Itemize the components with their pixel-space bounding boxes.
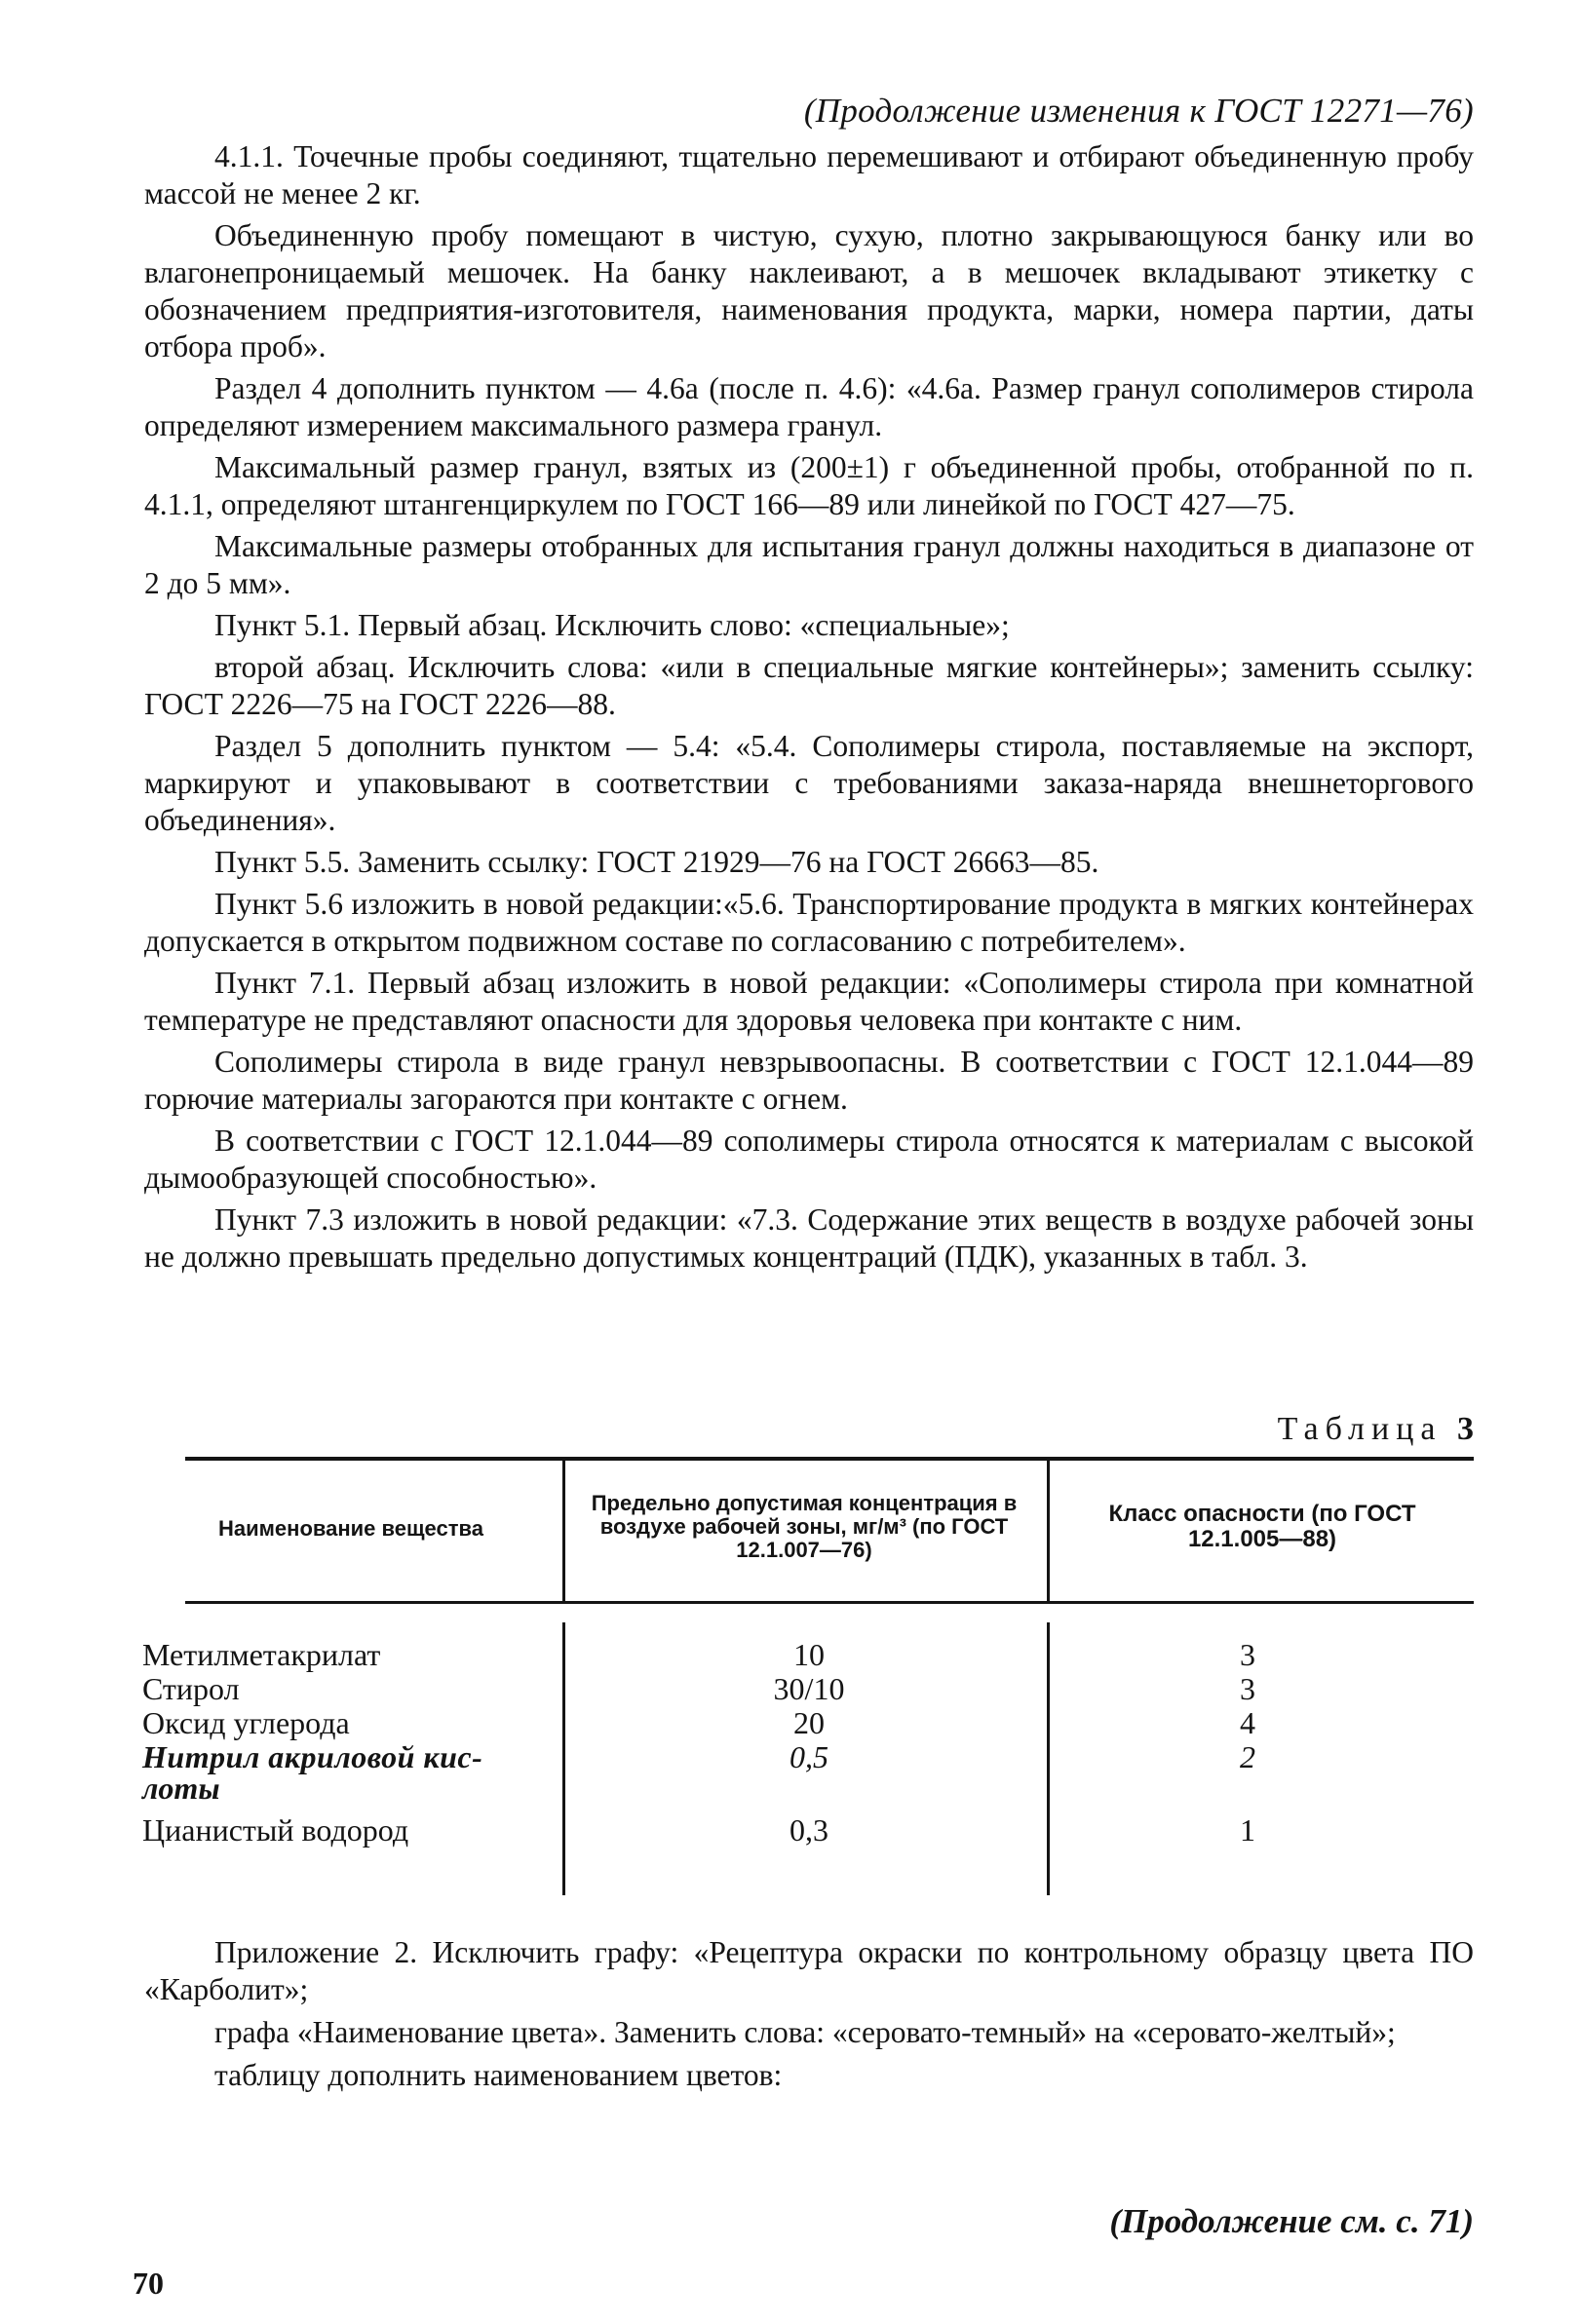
substance-class: 2 <box>1240 1739 1255 1774</box>
paragraph: 4.1.1. Точечные пробы соединяют, тщательно перемешивают и отбирают объединенную пробу массой не менее 2 кг. <box>144 139 1474 210</box>
appendix-text <box>144 1934 1474 2100</box>
table-header-pdk: Предельно допустимая концентрация в воздухе рабочей зоны, мг/м³ (по ГОСТ 12.1.007—76) <box>591 1491 1018 1562</box>
continuation-header: (Продолжение изменения к ГОСТ 12271—76) <box>803 92 1474 130</box>
substance-name: Цианистый водород <box>142 1812 409 1848</box>
table-caption-word: Таблица <box>1277 1411 1443 1447</box>
table-row <box>142 1705 1474 1740</box>
substance-pdk: 20 <box>793 1705 825 1740</box>
paragraph: Пункт 5.5. Заменить ссылку: ГОСТ 21929—76 на ГОСТ 26663—85. <box>214 845 1099 879</box>
table-row <box>142 1739 1474 1774</box>
paragraph: Пункт 7.3 изложить в новой редакции: «7.3. Содержание этих веществ в воздухе рабочей зоны не должно превышать предельно допустимых концентраций (ПДК), указанных в табл. 3. <box>144 1202 1474 1274</box>
substance-class: 3 <box>1240 1671 1255 1706</box>
paragraph: Максимальный размер гранул, взятых из (200±1) г объединенной пробы, отобранной по п. 4.1.1, определяют штангенциркулем по ГОСТ 166—89 или линейкой по ГОСТ 427—75. <box>144 450 1474 521</box>
table-column-divider <box>562 1461 565 1602</box>
substance-name: Стирол <box>142 1671 240 1706</box>
substance-name: Нитрил акриловой кис- <box>142 1739 483 1774</box>
substance-name: Метилметакрилат <box>142 1637 381 1672</box>
substance-pdk: 10 <box>793 1637 825 1672</box>
paragraph: Пункт 7.1. Первый абзац изложить в новой редакции: «Сополимеры стирола при комнатной температуре не представляют опасности для здоровья человека при контакте с ним. <box>144 966 1474 1037</box>
page-number: 70 <box>133 2266 164 2301</box>
table-caption-number: 3 <box>1457 1411 1474 1447</box>
paragraph: Раздел 4 дополнить пунктом — 4.6а (после п. 4.6): «4.6а. Размер гранул сополимеров стирола определяют измерением максимального размера гранул. <box>144 371 1474 442</box>
table-row <box>142 1812 1474 1848</box>
continuation-footer: (Продолжение см. с. 71) <box>1109 2202 1474 2240</box>
substance-class: 3 <box>1240 1637 1255 1672</box>
body-text <box>144 138 1474 1280</box>
substance-pdk: 30/10 <box>773 1671 845 1706</box>
paragraph: Объединенную пробу помещают в чистую, сухую, плотно закрывающуюся банку или во влагонепроницаемый мешочек. На банку наклеивают, а в мешочек вкладывают этикетку с обозначением предприятия-изготовителя, наименования продукта, марки, номера партии, даты отбора проб». <box>144 218 1474 363</box>
paragraph: Раздел 5 дополнить пунктом — 5.4: «5.4. Сополимеры стирола, поставляемые на экспорт, маркируют и упаковывают в соответствии с требованиями заказа-наряда внешнеторгового объединения». <box>144 729 1474 837</box>
paragraph: Приложение 2. Исключить графу: «Рецептура окраски по контрольному образцу цвета ПО «Карболит»; <box>144 1935 1474 2006</box>
substance-pdk: 0,5 <box>790 1739 828 1774</box>
paragraph: Сополимеры стирола в виде гранул невзрывоопасны. В соответствии с ГОСТ 12.1.044—89 горючие материалы загораются при контакте с огнем. <box>144 1045 1474 1116</box>
substance-pdk: 0,3 <box>790 1812 828 1848</box>
table-row <box>142 1637 1474 1672</box>
table-header-class: Класс опасности (по ГОСТ 12.1.005—88) <box>1108 1501 1416 1552</box>
paragraph: Пункт 5.6 изложить в новой редакции:«5.6. Транспортирование продукта в мягких контейнерах допускается в открытом подвижном составе по согласованию с потребителем». <box>144 887 1474 958</box>
table-header-rule <box>185 1601 1474 1604</box>
substance-name: Оксид углерода <box>142 1705 350 1740</box>
paragraph: В соответствии с ГОСТ 12.1.044—89 сополимеры стирола относятся к материалам с высокой дымообразующей способностью». <box>144 1124 1474 1195</box>
paragraph: графа «Наименование цвета». Заменить слова: «серовато-темный» на «серовато-желтый»; <box>214 2015 1396 2049</box>
paragraph: второй абзац. Исключить слова: «или в специальные мягкие контейнеры»; заменить ссылку: ГОСТ 2226—75 на ГОСТ 2226—88. <box>144 650 1474 721</box>
substance-class: 4 <box>1240 1705 1255 1740</box>
table-row <box>142 1671 1474 1706</box>
substance-class: 1 <box>1240 1812 1255 1848</box>
paragraph: Пункт 5.1. Первый абзац. Исключить слово: «специальные»; <box>214 608 1010 642</box>
table-header-name: Наименование вещества <box>218 1516 483 1541</box>
table-caption <box>1278 1411 1474 1448</box>
table-top-rule <box>185 1457 1474 1461</box>
substance-name-continuation: лоты <box>142 1771 220 1806</box>
paragraph: Максимальные размеры отобранных для испытания гранул должны находиться в диапазоне от 2 до 5 мм». <box>144 529 1474 600</box>
table-column-divider <box>1047 1461 1050 1602</box>
substances-table <box>142 1457 1474 1895</box>
paragraph: таблицу дополнить наименованием цветов: <box>214 2058 783 2092</box>
